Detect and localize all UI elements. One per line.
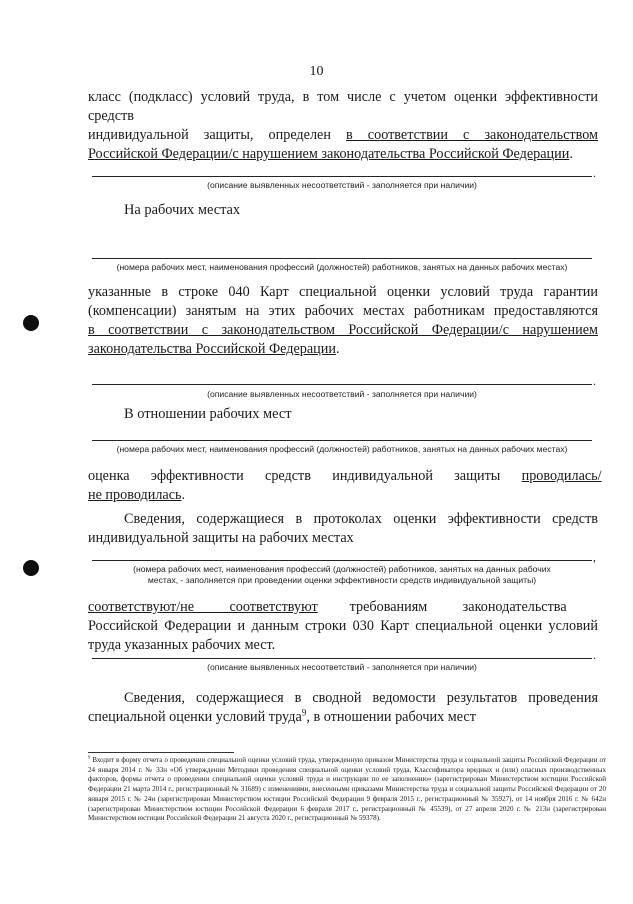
- p5-line1-text: требованиям законодательства: [317, 599, 567, 615]
- page-number: 10: [309, 64, 324, 79]
- p6-line2: [88, 708, 598, 727]
- p1-line3: [88, 145, 598, 164]
- fill-line-nonconformities-2: [92, 384, 592, 385]
- footnote-ref-9[interactable]: 9: [301, 707, 307, 718]
- footnote-divider: [88, 752, 234, 753]
- p6-line1: Сведения, содержащиеся в сводной ведомости результатов проведения: [124, 690, 598, 706]
- fill-line-nonconformities-3: [92, 658, 592, 659]
- footnote-mark: 9: [88, 754, 91, 760]
- caption-nonconformities-3: (описание выявленных несоответствий - заполняется при наличии): [207, 662, 477, 672]
- option-not-conducted: не проводилась: [88, 487, 182, 503]
- p6-line2-text: специальной оценки условий труда: [88, 709, 302, 725]
- p2-line3: в соответствии с законодательством Российской Федерации/с нарушением: [88, 322, 598, 338]
- p4-line2: индивидуальной защиты на рабочих местах: [88, 530, 354, 546]
- caption-workplaces-1: (номера рабочих мест, наименования профессий (должностей) работников, занятых на данных рабочих местах): [116, 262, 568, 272]
- p2-line4: [88, 340, 598, 359]
- p2-line4-end: .: [335, 341, 340, 357]
- line-end-dot: .: [593, 166, 596, 180]
- caption-workplaces-siz-line2: местах, - заполняется при проведении оценки эффективности средств индивидуальной защиты): [147, 575, 537, 585]
- p2-line4-text: законодательства Российской Федерации: [88, 341, 336, 357]
- footnote-text: Входит в форму отчета о проведении специальной оценки условий труда, утвержденную приказом Министерства труда и социальной защиты Российской Федерации от 24 января 2014 г. № 33н «Об утверждении Методики проведения специальной оценки условий труда, Классификатора вредных и (или) опасных производственных факторов, формы отчета о проведении специальной оценки условий труда и инструкции по ее заполнению» (зарегистрирован Министерством юстиции Российской Федерации 21 марта 2014 г., регистрационный № 31689) с изменениями, внесенными приказами Министерства труда и социальной защиты Российской Федерации от 20 января 2015 г. № 24н (зарегистрирован Министерством юстиции Российской Федерации 9 февраля 2015 г., регистрационный № 35927), от 14 ноября 2016 г. № 642н (зарегистрирован Министерством юстиции Российской Федерации 6 февраля 2017 г., регистрационный № 45539), от 27 апреля 2020 г. № 213н (зарегистрирован Министерством юстиции Российской Федерации 21 августа 2020 г., регистрационный № 59378).: [88, 756, 606, 823]
- caption-workplaces-siz: [92, 564, 592, 586]
- fill-line-workplaces-1: [92, 258, 592, 259]
- heading-regarding-workplaces: В отношении рабочих мест: [124, 406, 292, 422]
- paragraph-compliance: [88, 598, 598, 655]
- footnote-9: [88, 756, 606, 824]
- fill-line-workplaces-3: [92, 560, 592, 561]
- p3-line1: [88, 467, 602, 486]
- paragraph-guarantees: [88, 283, 598, 359]
- option-violation: Российской Федерации/с нарушением законодательства Российской Федерации: [88, 146, 570, 162]
- option-compliance: в соответствии с законодательством: [346, 127, 598, 143]
- p1-line1: класс (подкласс) условий труда, в том числе с учетом оценки эффективности средств: [88, 89, 598, 124]
- p1-line2-text: индивидуальной защиты, определен: [88, 127, 347, 143]
- paragraph-summary-statement: [88, 689, 598, 727]
- line-end-dot: ,: [593, 550, 596, 564]
- caption-workplaces-siz-line1: (номера рабочих мест, наименования профессий (должностей) работников, занятых на данных рабочих: [133, 564, 551, 574]
- p4-line1: Сведения, содержащиеся в протоколах оценки эффективности средств: [124, 511, 598, 527]
- caption-nonconformities-1: (описание выявленных несоответствий - заполняется при наличии): [207, 180, 477, 190]
- paragraph-class-conditions: [88, 88, 598, 164]
- p6-line2-text-end: , в отношении рабочих мест: [306, 709, 476, 725]
- punch-hole-bottom: [23, 560, 39, 576]
- paragraph-siz-assessment: [88, 467, 602, 505]
- caption-nonconformities-2: (описание выявленных несоответствий - заполняется при наличии): [207, 389, 477, 399]
- p5-line1: [88, 598, 598, 617]
- option-conducted: проводилась/: [521, 468, 602, 484]
- paragraph-siz-protocols: [88, 510, 598, 548]
- p5-line3: труда указанных рабочих мест.: [88, 637, 276, 653]
- fill-line-nonconformities-1: [92, 176, 592, 177]
- p2-line1: указанные в строке 040 Карт специальной оценки условий труда гарантии: [88, 284, 598, 300]
- caption-workplaces-2: (номера рабочих мест, наименования профессий (должностей) работников, занятых на данных рабочих местах): [116, 444, 568, 454]
- punch-hole-top: [23, 315, 39, 331]
- line-end-dot: .: [593, 374, 596, 388]
- p3-line1-text: оценка эффективности средств индивидуальной защиты: [88, 468, 522, 484]
- p5-line2: Российской Федерации и данным строки 030 Карт специальной оценки условий: [88, 618, 598, 634]
- line-end-dot: .: [593, 648, 596, 662]
- p1-line2: [88, 126, 598, 145]
- option-comply: соответствуют/не соответствуют: [88, 599, 318, 615]
- heading-on-workplaces: На рабочих местах: [124, 202, 241, 218]
- p1-line3-end: .: [569, 146, 573, 162]
- p2-line2: (компенсации) занятым на этих рабочих местах работникам предоставляются: [88, 303, 598, 319]
- p3-line2-end: .: [181, 487, 186, 503]
- p3-line2: [88, 486, 598, 505]
- fill-line-workplaces-2: [92, 440, 592, 441]
